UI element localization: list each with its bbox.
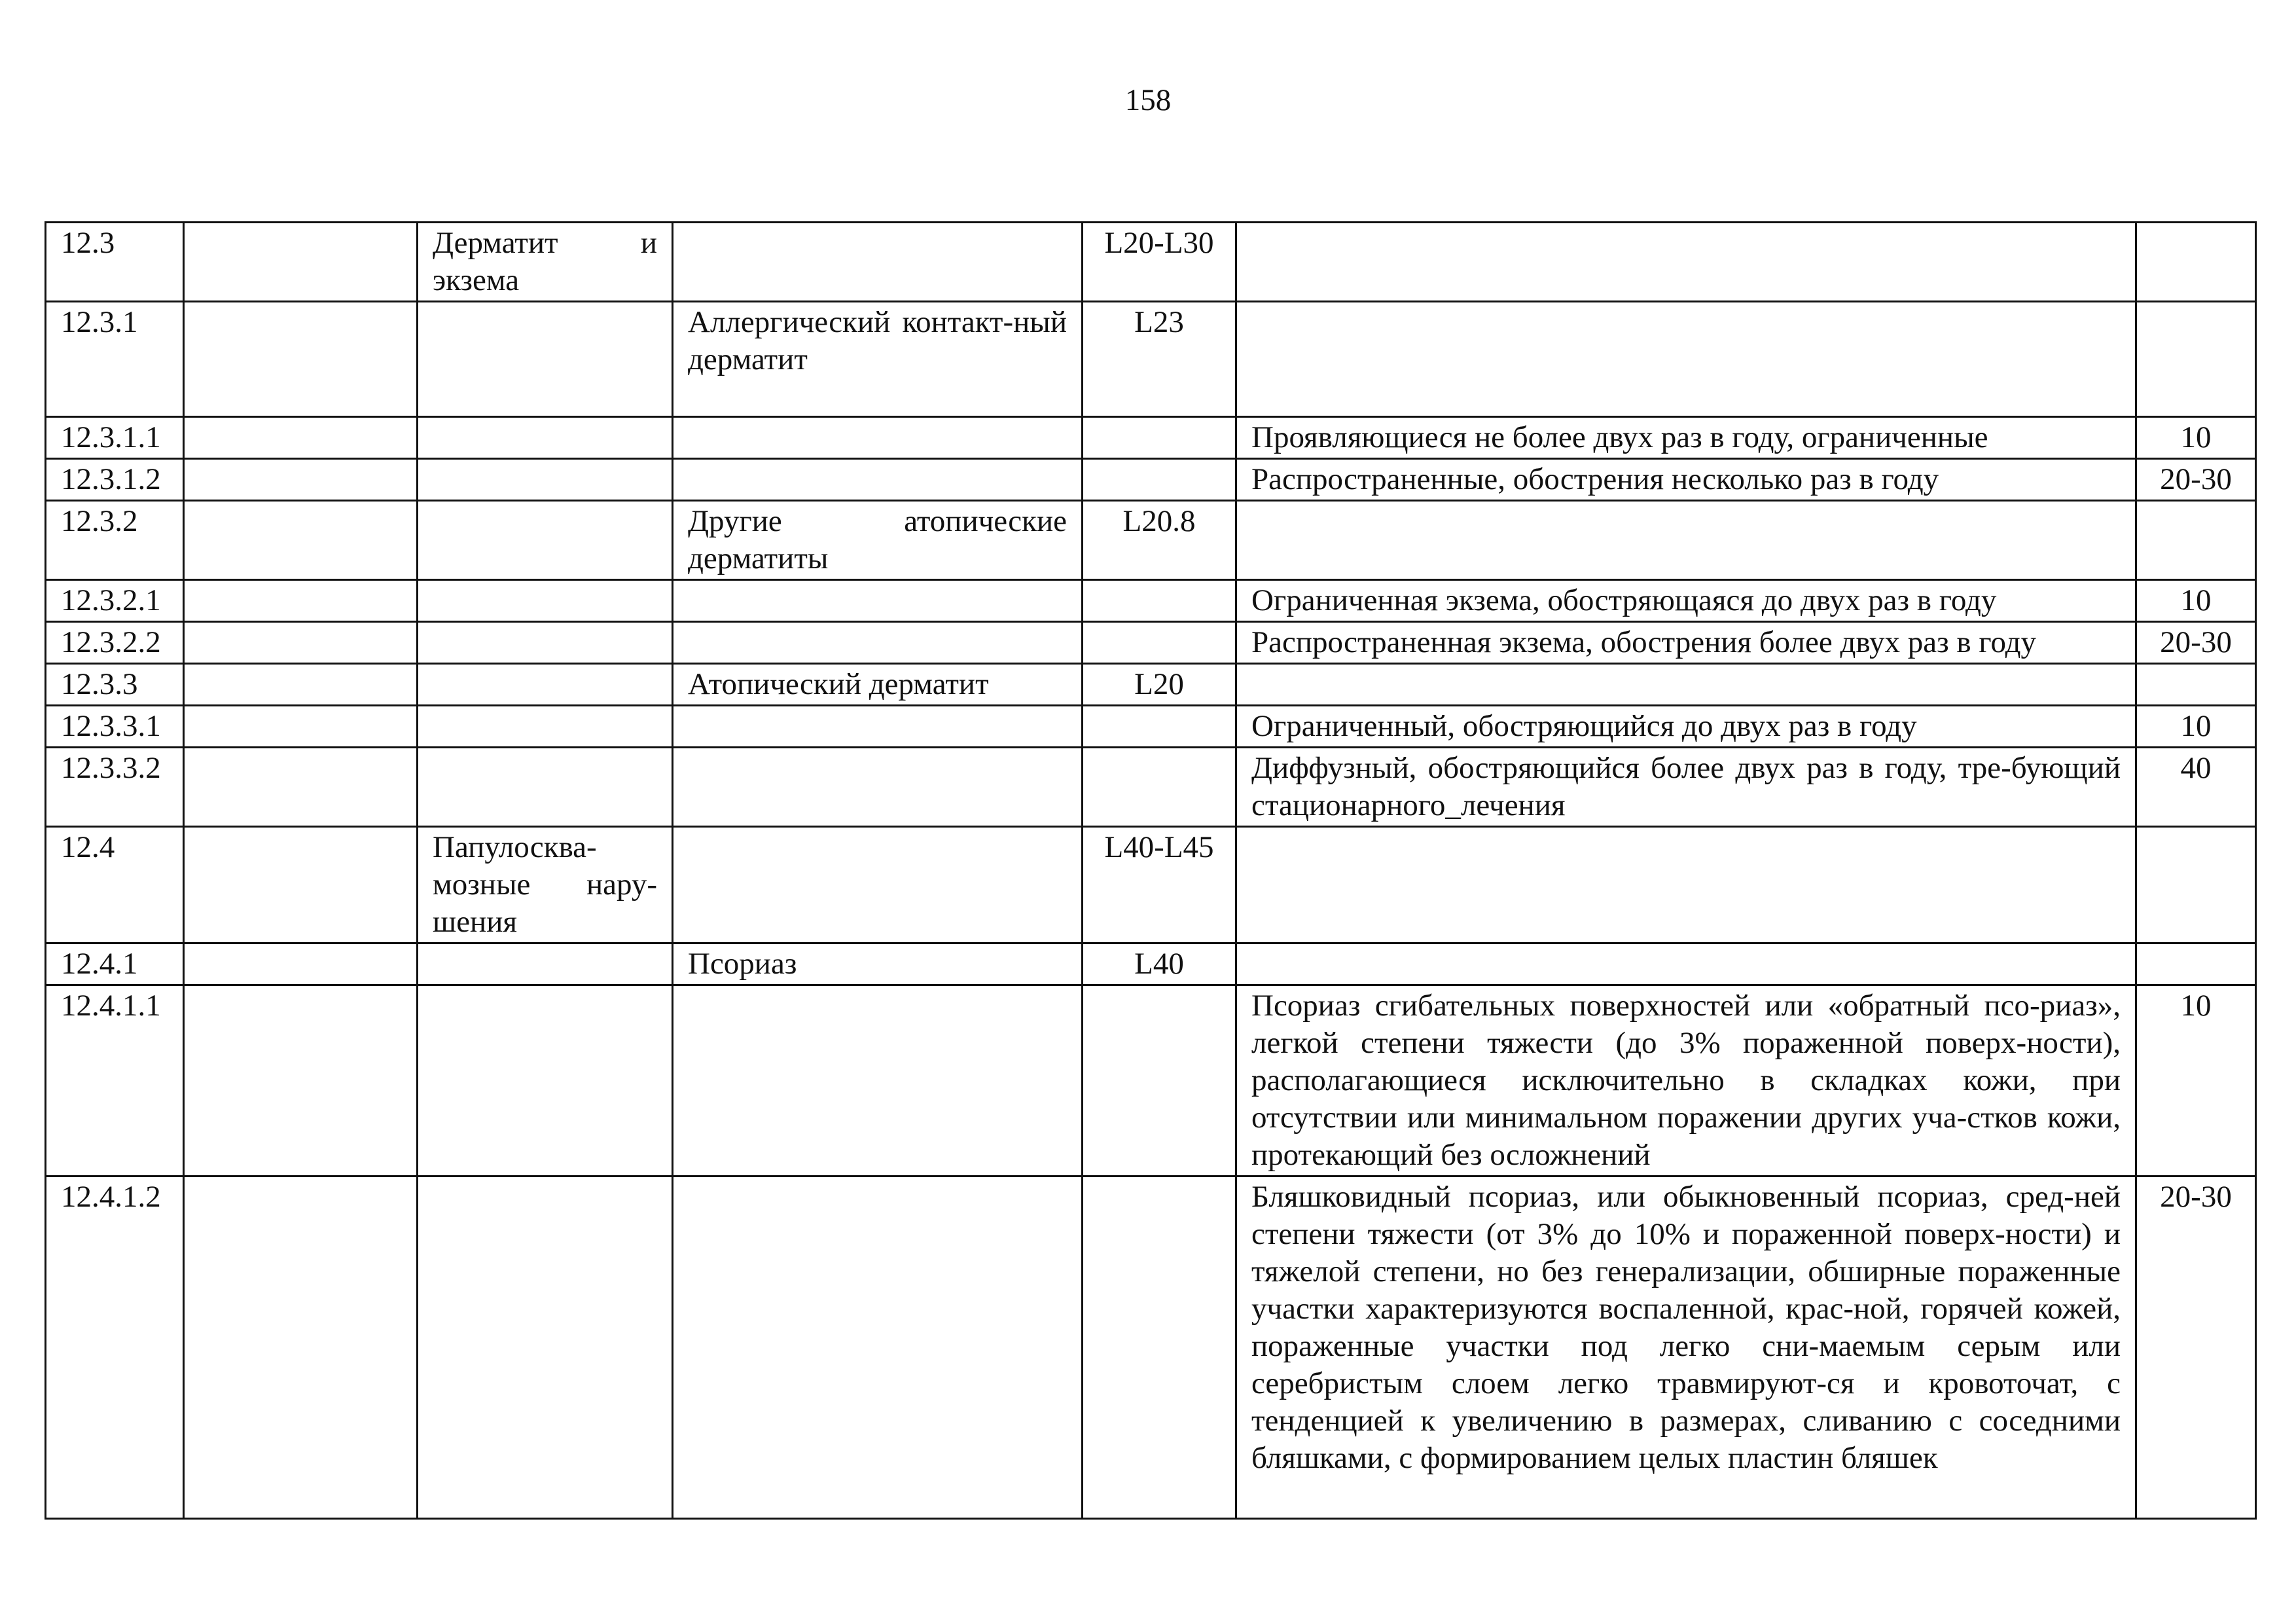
table-row — [46, 943, 2256, 985]
cell-description: Псориаз сгибательных поверхностей или «обратный псо-риаз», легкой степени тяжести (до 3% пораженной поверх-ности), располагающиеся исключительно в складках кожи, при отсутствии или минимальном поражении других уча-стков кожи, протекающий без осложнений — [1236, 985, 2136, 1176]
cell-percent — [2136, 827, 2256, 943]
table-row — [46, 223, 2256, 302]
cell-empty — [184, 943, 418, 985]
cell-empty — [184, 622, 418, 664]
cell-code: 12.3.2 — [46, 501, 184, 580]
disability-criteria-table — [45, 221, 2257, 1520]
cell-empty — [184, 459, 418, 501]
cell-group — [418, 501, 673, 580]
cell-icd-code: L23 — [1083, 302, 1236, 417]
cell-description: Бляшковидный псориаз, или обыкновенный псориаз, сред-ней степени тяжести (от 3% до 10% и пораженной поверх-ности) и тяжелой степени, но без генерализации, обширные пораженные участки характеризуются воспаленной, крас-ной, горячей кожей, пораженные участки под легко сни-маемым серым или серебристым слоем легко травмируют-ся и кровоточат, с тенденцией к увеличению в размерах, сливанию с соседними бляшками, с формированием целых пластин бляшек — [1236, 1176, 2136, 1519]
cell-code: 12.3 — [46, 223, 184, 302]
cell-code: 12.3.3.1 — [46, 706, 184, 748]
cell-code: 12.3.3.2 — [46, 748, 184, 827]
table-row — [46, 302, 2256, 417]
cell-percent — [2136, 943, 2256, 985]
page-number: 158 — [1124, 83, 1172, 117]
cell-icd-code — [1083, 706, 1236, 748]
table-row — [46, 706, 2256, 748]
cell-percent — [2136, 223, 2256, 302]
table-row — [46, 827, 2256, 943]
cell-group — [418, 622, 673, 664]
table-row — [46, 459, 2256, 501]
cell-description — [1236, 943, 2136, 985]
table-row — [46, 622, 2256, 664]
cell-disease — [673, 748, 1083, 827]
cell-percent: 40 — [2136, 748, 2256, 827]
cell-description: Распространенные, обострения несколько раз в году — [1236, 459, 2136, 501]
cell-group — [418, 1176, 673, 1519]
cell-icd-code — [1083, 748, 1236, 827]
cell-code: 12.4.1 — [46, 943, 184, 985]
cell-icd-code — [1083, 1176, 1236, 1519]
cell-description: Проявляющиеся не более двух раз в году, ограниченные — [1236, 417, 2136, 459]
cell-disease — [673, 223, 1083, 302]
cell-empty — [184, 1176, 418, 1519]
cell-empty — [184, 706, 418, 748]
table-row — [46, 501, 2256, 580]
cell-empty — [184, 748, 418, 827]
cell-disease: Псориаз — [673, 943, 1083, 985]
cell-code: 12.3.1.2 — [46, 459, 184, 501]
cell-code: 12.3.3 — [46, 664, 184, 706]
cell-disease — [673, 985, 1083, 1176]
cell-description: Распространенная экзема, обострения более двух раз в году — [1236, 622, 2136, 664]
cell-percent: 10 — [2136, 985, 2256, 1176]
cell-group — [418, 580, 673, 622]
table-row — [46, 985, 2256, 1176]
cell-disease: Аллергический контакт-ный дерматит — [673, 302, 1083, 417]
cell-description: Ограниченный, обостряющийся до двух раз в году — [1236, 706, 2136, 748]
cell-description — [1236, 664, 2136, 706]
cell-group: Дерматит и экзема — [418, 223, 673, 302]
cell-icd-code — [1083, 622, 1236, 664]
cell-code: 12.4.1.2 — [46, 1176, 184, 1519]
cell-icd-code — [1083, 459, 1236, 501]
cell-empty — [184, 580, 418, 622]
table-row — [46, 417, 2256, 459]
cell-percent — [2136, 302, 2256, 417]
cell-empty — [184, 501, 418, 580]
cell-group — [418, 417, 673, 459]
cell-icd-code: L40 — [1083, 943, 1236, 985]
cell-empty — [184, 985, 418, 1176]
cell-code: 12.3.2.1 — [46, 580, 184, 622]
cell-code: 12.3.2.2 — [46, 622, 184, 664]
cell-description — [1236, 223, 2136, 302]
cell-description — [1236, 302, 2136, 417]
cell-icd-code: L20 — [1083, 664, 1236, 706]
table-row — [46, 748, 2256, 827]
cell-disease — [673, 580, 1083, 622]
cell-icd-code: L40-L45 — [1083, 827, 1236, 943]
cell-description — [1236, 827, 2136, 943]
cell-percent: 10 — [2136, 580, 2256, 622]
cell-code: 12.3.1.1 — [46, 417, 184, 459]
cell-group: Папулосква-мозные нару-шения — [418, 827, 673, 943]
cell-percent — [2136, 664, 2256, 706]
cell-percent: 20-30 — [2136, 622, 2256, 664]
cell-empty — [184, 417, 418, 459]
cell-disease — [673, 459, 1083, 501]
cell-description — [1236, 501, 2136, 580]
cell-code: 12.3.1 — [46, 302, 184, 417]
cell-code: 12.4 — [46, 827, 184, 943]
table-row — [46, 580, 2256, 622]
cell-percent — [2136, 501, 2256, 580]
cell-disease — [673, 622, 1083, 664]
cell-disease — [673, 706, 1083, 748]
cell-empty — [184, 223, 418, 302]
cell-percent: 10 — [2136, 706, 2256, 748]
cell-disease: Атопический дерматит — [673, 664, 1083, 706]
cell-description: Ограниченная экзема, обостряющаяся до двух раз в году — [1236, 580, 2136, 622]
cell-group — [418, 943, 673, 985]
cell-group — [418, 748, 673, 827]
table-row — [46, 1176, 2256, 1519]
cell-empty — [184, 664, 418, 706]
cell-icd-code: L20-L30 — [1083, 223, 1236, 302]
cell-percent: 20-30 — [2136, 1176, 2256, 1519]
cell-group — [418, 459, 673, 501]
cell-percent: 20-30 — [2136, 459, 2256, 501]
cell-icd-code — [1083, 580, 1236, 622]
cell-group — [418, 706, 673, 748]
cell-empty — [184, 302, 418, 417]
cell-code: 12.4.1.1 — [46, 985, 184, 1176]
table-body — [46, 223, 2256, 1519]
cell-group — [418, 302, 673, 417]
cell-group — [418, 664, 673, 706]
cell-disease — [673, 417, 1083, 459]
cell-empty — [184, 827, 418, 943]
cell-disease — [673, 1176, 1083, 1519]
cell-icd-code: L20.8 — [1083, 501, 1236, 580]
cell-group — [418, 985, 673, 1176]
cell-icd-code — [1083, 417, 1236, 459]
cell-description: Диффузный, обостряющийся более двух раз в году, тре-бующий стационарного_лечения — [1236, 748, 2136, 827]
cell-icd-code — [1083, 985, 1236, 1176]
table-row — [46, 664, 2256, 706]
cell-percent: 10 — [2136, 417, 2256, 459]
cell-disease: Другие атопические дерматиты — [673, 501, 1083, 580]
cell-disease — [673, 827, 1083, 943]
